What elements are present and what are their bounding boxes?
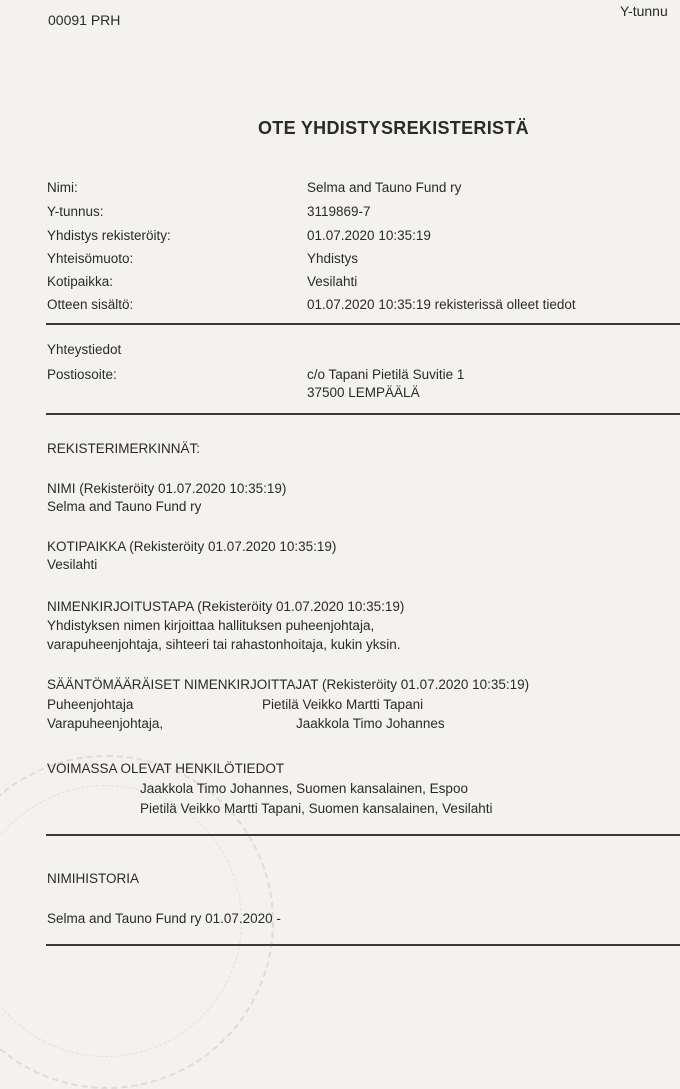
document-id: 00091 PRH xyxy=(48,12,121,28)
label-extract-content: Otteen sisältö: xyxy=(47,297,134,312)
domicile-entry-value: Vesilahti xyxy=(47,557,98,572)
history-entry: Selma and Tauno Fund ry 01.07.2020 - xyxy=(47,911,281,926)
value-name: Selma and Tauno Fund ry xyxy=(307,180,462,195)
register-heading: REKISTERIMERKINNÄT: xyxy=(47,441,201,456)
signers-heading: SÄÄNTÖMÄÄRÄISET NIMENKIRJOITTAJAT (Rekisteröity 01.07.2020 10:35:19) xyxy=(47,677,530,692)
value-registered: 01.07.2020 10:35:19 xyxy=(307,228,431,243)
domicile-entry-heading: KOTIPAIKKA (Rekisteröity 01.07.2020 10:35:19) xyxy=(47,539,337,554)
page-title: OTE YHDISTYSREKISTERISTÄ xyxy=(258,118,529,138)
label-entity-form: Yhteisömuoto: xyxy=(47,251,134,266)
name-entry-heading: NIMI (Rekisteröity 01.07.2020 10:35:19) xyxy=(47,481,287,496)
label-name: Nimi: xyxy=(47,180,78,195)
contact-heading: Yhteystiedot xyxy=(47,342,122,357)
signer-role: Puheenjohtaja xyxy=(47,697,134,712)
value-extract-content: 01.07.2020 10:35:19 rekisterissä olleet tiedot xyxy=(307,297,576,312)
signing-entry-line1: Yhdistyksen nimen kirjoittaa hallituksen puheenjohtaja, xyxy=(47,618,375,633)
value-entity-form: Yhdistys xyxy=(307,251,359,266)
divider xyxy=(46,834,680,836)
value-postal-line1: c/o Tapani Pietilä Suvitie 1 xyxy=(307,367,465,382)
person-entry: Jaakkola Timo Johannes, Suomen kansalainen, Espoo xyxy=(140,781,468,796)
label-postal-address: Postiosoite: xyxy=(47,367,117,382)
signing-entry-heading: NIMENKIRJOITUSTAPA (Rekisteröity 01.07.2020 10:35:19) xyxy=(47,599,405,614)
value-business-id: 3119869-7 xyxy=(307,204,371,219)
value-postal-line2: 37500 LEMPÄÄLÄ xyxy=(307,385,420,400)
label-registered: Yhdistys rekisteröity: xyxy=(47,228,171,243)
persons-heading: VOIMASSA OLEVAT HENKILÖTIEDOT xyxy=(47,761,285,776)
corner-label: Y-tunnu xyxy=(620,3,668,19)
label-business-id: Y-tunnus: xyxy=(47,204,104,219)
person-entry: Pietilä Veikko Martti Tapani, Suomen kansalainen, Vesilahti xyxy=(140,801,493,816)
signer-name: Pietilä Veikko Martti Tapani xyxy=(262,697,424,712)
divider xyxy=(46,413,680,415)
name-entry-value: Selma and Tauno Fund ry xyxy=(47,499,202,514)
divider xyxy=(46,323,680,325)
label-domicile: Kotipaikka: xyxy=(47,274,114,289)
value-domicile: Vesilahti xyxy=(307,274,358,289)
signing-entry-line2: varapuheenjohtaja, sihteeri tai rahastonhoitaja, kukin yksin. xyxy=(47,637,401,652)
divider xyxy=(46,944,680,946)
signer-name: Jaakkola Timo Johannes xyxy=(296,716,445,731)
signer-role: Varapuheenjohtaja, xyxy=(47,716,164,731)
history-heading: NIMIHISTORIA xyxy=(47,871,140,886)
